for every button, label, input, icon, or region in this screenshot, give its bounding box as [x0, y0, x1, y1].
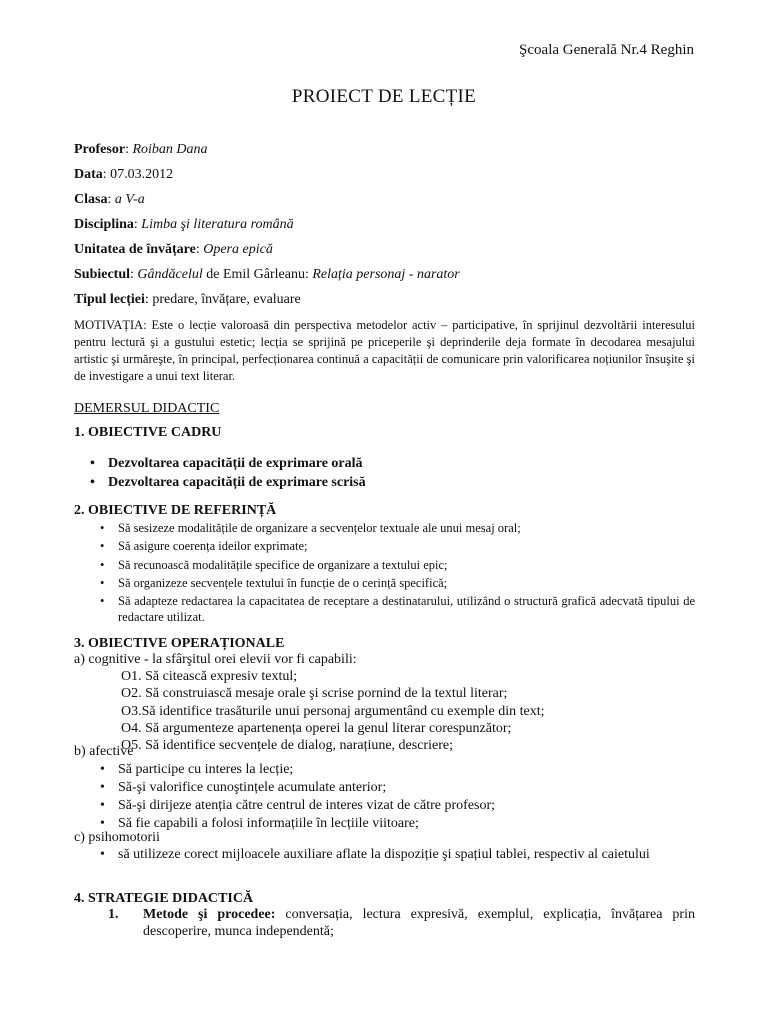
strategy-item-number: 1.: [108, 907, 119, 922]
meta-value: Roiban Dana: [132, 142, 208, 157]
cognitive-intro: a) cognitive - la sfârşitul orei elevii vor fi capabili:: [74, 652, 357, 667]
meta-clasa: Clasa: a V-a: [74, 192, 145, 207]
list-item: • Să recunoască modalitățile specifice de organizare a textului epic;: [92, 556, 695, 574]
list-item: • Să adapteze redactarea la capacitatea de receptare a destinatarului, utilizând o structură grafică adecvată tipului de redactare utilizat.: [92, 593, 695, 625]
meta-data: Data: 07.03.2012: [74, 167, 174, 182]
meta-profesor: Profesor: Roiban Dana: [74, 142, 208, 157]
psihomotorii-list: [92, 847, 695, 863]
list-item: • Să asigure coerența ideilor exprimate;: [92, 537, 695, 555]
list-item: O4. Să argumenteze apartenența operei la genul literar corespunzător;: [121, 720, 512, 736]
meta-value: 07.03.2012: [110, 167, 174, 182]
psihomotorii-intro: c) psihomotorii: [74, 830, 160, 845]
list-item: • Dezvoltarea capacității de exprimare scrisă: [82, 473, 366, 492]
section2-list: [92, 519, 695, 625]
motivatia-paragraph: MOTIVAȚIA: Este o lecție valoroasă din perspectiva metodelor activ – participative, în sprijinul dezvoltării interesului pentru lectură şi a gustului estetic; lecția se sprijină pe priceperile şi deprinderile deja formate în decodarea mesajului artistic şi urmăreşte, în principal, perfecționarea continuă a capacității de comunicare prin valorificarea noțiunilor însuşite şi de investigare a unui text literar.: [74, 318, 695, 383]
list-item: O2. Să construiască mesaje orale şi scrise pornind de la textul literar;: [121, 686, 508, 702]
meta-label: Unitatea de învățare: [74, 242, 196, 257]
list-item: • să utilizeze corect mijloacele auxiliare aflate la dispoziție şi spațiul tablei, respectiv al caietului: [92, 847, 695, 863]
list-item: • Să organizeze secvențele textului în funcție de o cerință specifică;: [92, 574, 695, 592]
strategy-item-label: Metode şi procedee:: [143, 907, 276, 922]
list-item: • Să sesizeze modalitățile de organizare a secvențelor textuale ale unui mesaj oral;: [92, 519, 695, 537]
afective-intro: b) afective: [74, 744, 134, 759]
meta-label: Subiectul: [74, 267, 131, 282]
meta-label: Profesor: [74, 142, 126, 157]
meta-topic: Relația personaj - narator: [312, 267, 460, 282]
list-item: • Să-şi dirijeze atenția către centrul de interes vizat de către profesor;: [92, 797, 495, 815]
afective-list: [92, 761, 495, 833]
meta-value: Limba şi literatura română: [141, 217, 294, 232]
list-item: • Să participe cu interes la lecție;: [92, 761, 495, 779]
section1-list: [82, 454, 366, 492]
list-item: • Dezvoltarea capacității de exprimare orală: [82, 454, 366, 473]
meta-subiectul: Subiectul: Gândăcelul de Emil Gârleanu: Relația personaj - narator: [74, 267, 460, 282]
meta-label: Clasa: [74, 192, 108, 207]
section2-heading: 2. OBIECTIVE DE REFERINȚĂ: [74, 503, 277, 518]
list-item: • Să-şi valorifice cunoştințele acumulate anterior;: [92, 779, 495, 797]
section4-heading: 4. STRATEGIE DIDACTICĂ: [74, 891, 254, 906]
school-name: Şcoala Generală Nr.4 Reghin: [519, 42, 694, 58]
meta-label: Data: [74, 167, 103, 182]
list-item: O1. Să citească expresiv textul;: [121, 669, 298, 684]
meta-disciplina: Disciplina: Limba şi literatura română: [74, 217, 294, 232]
strategy-item-text: conversația, lectura expresivă, exemplul, explicația, învățarea prin descoperire, munca independentă;: [143, 907, 695, 939]
meta-value: Gândăcelul: [137, 267, 203, 282]
meta-value: Opera epică: [203, 242, 273, 257]
list-item: O3.Să identifice trasăturile unui personaj argumentând cu exemple din text;: [121, 703, 545, 719]
meta-tipul: Tipul lecției: predare, învățare, evaluare: [74, 292, 301, 307]
section3-heading: 3. OBIECTIVE OPERAȚIONALE: [74, 636, 285, 651]
meta-label: Tipul lecției: [74, 292, 145, 307]
page-title: PROIECT DE LECȚIE: [291, 86, 477, 107]
meta-label: Disciplina: [74, 217, 134, 232]
cognitive-list: [121, 668, 545, 754]
meta-value: predare, învățare, evaluare: [152, 292, 301, 307]
meta-value: a V-a: [114, 192, 145, 207]
list-item: • Să fie capabili a folosi informațiile în lecțiile viitoare;: [92, 815, 495, 833]
strategy-item: [108, 907, 695, 940]
meta-unitatea: Unitatea de învățare: Opera epică: [74, 242, 273, 257]
demersul-heading: DEMERSUL DIDACTIC: [74, 401, 220, 416]
meta-author: de Emil Gârleanu:: [202, 267, 313, 282]
list-item: O5. Să identifice secvențele de dialog, narațiune, descriere;: [121, 738, 453, 754]
section1-heading: 1. OBIECTIVE CADRU: [74, 425, 222, 440]
